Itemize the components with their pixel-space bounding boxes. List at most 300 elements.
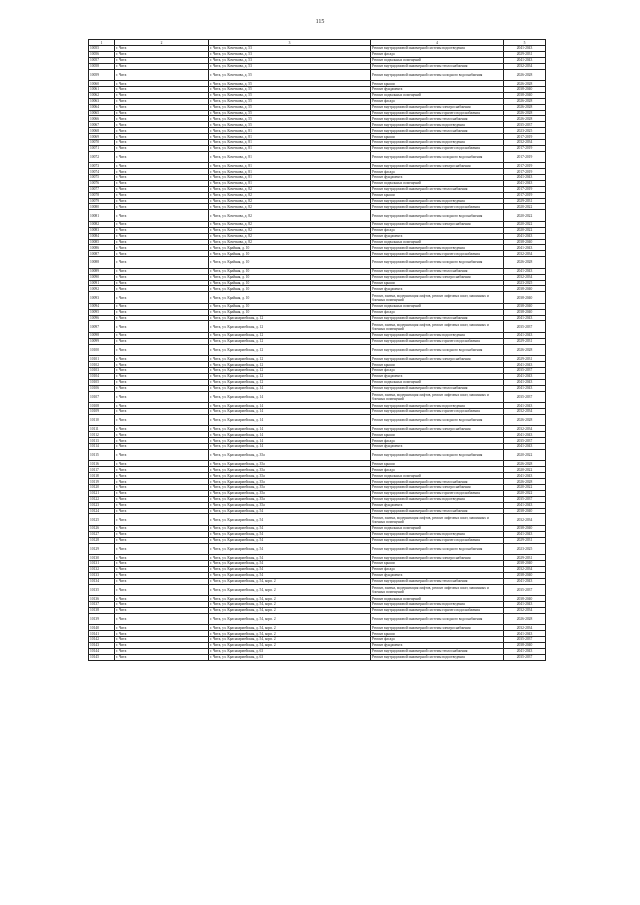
row-number-cell: 10132 [89,566,115,572]
work-type-cell: Ремонт внутридомовой инженерной системы водоотведения [371,531,504,537]
period-cell: 2032-2034 [504,139,546,145]
municipality-cell: г. Чита [115,607,209,613]
row-number-cell: 10083 [89,227,115,233]
municipality-cell: г. Чита [115,432,209,438]
address-cell: г. Чита, ул. Кочеткова, д. 81 [209,151,371,163]
address-cell: г. Чита, ул. Кочеткова, д. 53 [209,57,371,63]
work-type-cell: Ремонт внутридомовой инженерной системы водоотведения [371,122,504,128]
municipality-cell: г. Чита [115,239,209,245]
table-row [89,292,546,304]
municipality-cell: г. Чита [115,210,209,222]
work-type-cell: Ремонт фасада [371,227,504,233]
period-cell: 2017-2019 [504,192,546,198]
table-row [89,391,546,403]
municipality-cell: г. Чита [115,642,209,648]
address-cell: г. Чита, ул. Красноармейская, д. 35а [209,484,371,490]
address-cell: г. Чита, ул. Красноармейская, д. 54, корп. 2 [209,631,371,637]
address-cell: г. Чита, ул. Красноармейская, д. 35а [209,502,371,508]
municipality-cell: г. Чита [115,151,209,163]
row-number-cell: 10129 [89,543,115,555]
work-type-cell: Ремонт внутридомовой инженерной системы теплоснабжения [371,268,504,274]
period-cell: 2038-2040 [504,572,546,578]
row-number-cell: 10097 [89,321,115,333]
address-cell: г. Чита, ул. Кочеткова, д. 55 [209,69,371,81]
table-body [89,46,546,661]
work-type-cell: Ремонт внутридомовой инженерной системы водоотведения [371,403,504,409]
address-cell: г. Чита, ул. Красноармейская, д. 12 [209,344,371,356]
work-type-cell: Ремонт внутридомовой инженерной системы водоотведения [371,245,504,251]
period-cell: 2017-2019 [504,186,546,192]
municipality-cell: г. Чита [115,139,209,145]
municipality-cell: г. Чита [115,169,209,175]
period-cell: 2032-2034 [504,514,546,526]
municipality-cell: г. Чита [115,233,209,239]
row-number-cell: 10103 [89,368,115,374]
municipality-cell: г. Чита [115,525,209,531]
period-cell: 2041-2043 [504,578,546,584]
work-type-cell: Ремонт внутридомовой инженерной системы электроснабжения [371,221,504,227]
period-cell: 2038-2040 [504,508,546,514]
address-cell: г. Чита, ул. Красноармейская, д. 35а [209,490,371,496]
municipality-cell: г. Чита [115,356,209,362]
municipality-cell: г. Чита [115,192,209,198]
municipality-cell: г. Чита [115,408,209,414]
work-type-cell: Ремонт внутридомовой инженерной системы горячего водоснабжения [371,607,504,613]
row-number-cell: 10076 [89,180,115,186]
period-cell: 2029-2031 [504,51,546,57]
row-number-cell: 10118 [89,473,115,479]
row-number-cell: 10069 [89,134,115,140]
row-number-cell: 10115 [89,449,115,461]
work-type-cell: Ремонт подвальных помещений [371,92,504,98]
work-type-cell: Ремонт фундамента [371,175,504,181]
address-cell: г. Чита, ул. Красноармейская, д. 54 [209,555,371,561]
municipality-cell: г. Чита [115,280,209,286]
work-type-cell: Ремонт крыши [371,631,504,637]
period-cell: 2041-2043 [504,46,546,52]
work-type-cell: Ремонт внутридомовой инженерной системы электроснабжения [371,484,504,490]
municipality-cell: г. Чита [115,461,209,467]
address-cell: г. Чита, ул. Красноармейская, д. 54 [209,514,371,526]
row-number-cell: 10061 [89,86,115,92]
row-number-cell: 10126 [89,525,115,531]
work-type-cell: Ремонт подвальных помещений [371,239,504,245]
period-cell: 2029-2031 [504,356,546,362]
address-cell: г. Чита, ул. Кочеткова, д. 55 [209,92,371,98]
period-cell: 2041-2043 [504,631,546,637]
work-type-cell: Ремонт внутридомовой инженерной системы теплоснабжения [371,508,504,514]
period-cell: 2041-2043 [504,332,546,338]
work-type-cell: Ремонт подвальных помещений [371,303,504,309]
municipality-cell: г. Чита [115,116,209,122]
period-cell: 2041-2043 [504,473,546,479]
municipality-cell: г. Чита [115,122,209,128]
period-cell: 2026-2028 [504,257,546,269]
period-cell: 2032-2034 [504,566,546,572]
municipality-cell: г. Чита [115,204,209,210]
address-cell: г. Чита, ул. Кочеткова, д. 81 [209,175,371,181]
row-number-cell: 10102 [89,362,115,368]
row-number-cell: 10112 [89,432,115,438]
address-cell: г. Чита, ул. Красноармейская, д. 35а [209,479,371,485]
work-type-cell: Ремонт внутридомовой инженерной системы горячего водоснабжения [371,490,504,496]
row-number-cell: 10057 [89,57,115,63]
address-cell: г. Чита, ул. Красноармейская, д. 63 [209,654,371,660]
municipality-cell: г. Чита [115,625,209,631]
work-type-cell: Ремонт фасада [371,438,504,444]
row-number-cell: 10096 [89,315,115,321]
period-cell: 2038-2040 [504,561,546,567]
address-cell: г. Чита, ул. Красноармейская, д. 14 [209,391,371,403]
row-number-cell: 10109 [89,408,115,414]
work-type-cell: Ремонт внутридомовой инженерной системы теплоснабжения [371,315,504,321]
address-cell: г. Чита, ул. Крайняя, д. 10 [209,303,371,309]
row-number-cell: 10133 [89,572,115,578]
row-number-cell: 10095 [89,309,115,315]
period-cell: 2035-2037 [504,438,546,444]
work-type-cell: Ремонт крыши [371,362,504,368]
row-number-cell: 10090 [89,274,115,280]
row-number-cell: 10122 [89,496,115,502]
municipality-cell: г. Чита [115,145,209,151]
address-cell: г. Чита, ул. Кочеткова, д. 81 [209,169,371,175]
address-cell: г. Чита, ул. Кочеткова, д. 82 [209,210,371,222]
row-number-cell: 10120 [89,484,115,490]
work-type-cell: Ремонт крыши [371,81,504,87]
work-type-cell: Ремонт фасада [371,169,504,175]
address-cell: г. Чита, ул. Крайняя, д. 10 [209,286,371,292]
row-number-cell: 10071 [89,145,115,151]
address-cell: г. Чита, ул. Кочеткова, д. 53 [209,63,371,69]
row-number-cell: 10100 [89,344,115,356]
municipality-cell: г. Чита [115,508,209,514]
row-number-cell: 10108 [89,403,115,409]
row-number-cell: 10127 [89,531,115,537]
address-cell: г. Чита, ул. Красноармейская, д. 35а [209,467,371,473]
work-type-cell: Ремонт фундамента [371,502,504,508]
municipality-cell: г. Чита [115,309,209,315]
work-type-cell: Ремонт внутридомовой инженерной системы горячего водоснабжения [371,338,504,344]
period-cell: 2026-2028 [504,81,546,87]
municipality-cell: г. Чита [115,268,209,274]
work-type-cell: Ремонт внутридомовой инженерной системы водоотведения [371,139,504,145]
work-type-cell: Ремонт внутридомовой инженерной системы водоотведения [371,46,504,52]
row-number-cell: 10080 [89,204,115,210]
work-type-cell: Ремонт внутридомовой инженерной системы электроснабжения [371,104,504,110]
municipality-cell: г. Чита [115,502,209,508]
municipality-cell: г. Чита [115,175,209,181]
work-type-cell: Ремонт фундамента [371,572,504,578]
row-number-cell: 10134 [89,578,115,584]
municipality-cell: г. Чита [115,245,209,251]
municipality-cell: г. Чита [115,648,209,654]
row-number-cell: 10063 [89,98,115,104]
period-cell: 2041-2043 [504,233,546,239]
work-type-cell: Ремонт внутридомовой инженерной системы холодного водоснабжения [371,543,504,555]
municipality-cell: г. Чита [115,373,209,379]
municipality-cell: г. Чита [115,514,209,526]
work-type-cell: Ремонт внутридомовой инженерной системы холодного водоснабжения [371,414,504,426]
address-cell: г. Чита, ул. Крайняя, д. 10 [209,245,371,251]
municipality-cell: г. Чита [115,543,209,555]
column-header: 1 [89,40,115,46]
row-number-cell: 10092 [89,286,115,292]
address-cell: г. Чита, ул. Красноармейская, д. 14 [209,385,371,391]
address-cell: г. Чита, ул. Кочеткова, д. 82 [209,233,371,239]
period-cell: 2032-2034 [504,274,546,280]
work-type-cell: Ремонт крыши [371,134,504,140]
period-cell: 2032-2034 [504,607,546,613]
address-cell: г. Чита, ул. Красноармейская, д. 35а [209,473,371,479]
address-cell: г. Чита, ул. Красноармейская, д. 14 [209,432,371,438]
period-cell: 2029-2031 [504,537,546,543]
row-number-cell: 10070 [89,139,115,145]
row-number-cell: 10078 [89,192,115,198]
period-cell: 2041-2043 [504,385,546,391]
period-cell: 2038-2040 [504,303,546,309]
period-cell: 2041-2043 [504,315,546,321]
row-number-cell: 10082 [89,221,115,227]
address-cell: г. Чита, ул. Красноармейская, д. 54 [209,537,371,543]
address-cell: г. Чита, ул. Кочеткова, д. 81 [209,128,371,134]
address-cell: г. Чита, ул. Красноармейская, д. 54 [209,508,371,514]
row-number-cell: 10075 [89,175,115,181]
row-number-cell: 10101 [89,356,115,362]
row-number-cell: 10087 [89,251,115,257]
table-row [89,69,546,81]
work-type-cell: Ремонт внутридомовой инженерной системы электроснабжения [371,356,504,362]
work-type-cell: Ремонт, замена, модернизация лифтов, ремонт лифтовых шахт, машинных и блочных помещений [371,584,504,596]
row-number-cell: 10107 [89,391,115,403]
address-cell: г. Чита, ул. Красноармейская, д. 14 [209,444,371,450]
work-type-cell: Ремонт, замена, модернизация лифтов, ремонт лифтовых шахт, машинных и блочных помещений [371,391,504,403]
period-cell: 2017-2019 [504,151,546,163]
work-type-cell: Ремонт внутридомовой инженерной системы теплоснабжения [371,116,504,122]
row-number-cell: 10086 [89,245,115,251]
period-cell: 2020-2022 [504,210,546,222]
period-cell: 2023-2025 [504,543,546,555]
municipality-cell: г. Чита [115,110,209,116]
address-cell: г. Чита, ул. Красноармейская, д. 12 [209,379,371,385]
period-cell: 2038-2040 [504,86,546,92]
address-cell: г. Чита, ул. Кочеткова, д. 82 [209,204,371,210]
row-number-cell: 10138 [89,607,115,613]
municipality-cell: г. Чита [115,566,209,572]
row-number-cell: 10088 [89,257,115,269]
address-cell: г. Чита, ул. Кочеткова, д. 55 [209,104,371,110]
period-cell: 2032-2034 [504,408,546,414]
municipality-cell: г. Чита [115,438,209,444]
address-cell: г. Чита, ул. Крайняя, д. 10 [209,268,371,274]
row-number-cell: 10099 [89,338,115,344]
municipality-cell: г. Чита [115,584,209,596]
table-row [89,514,546,526]
row-number-cell: 10067 [89,122,115,128]
municipality-cell: г. Чита [115,81,209,87]
row-number-cell: 10104 [89,373,115,379]
municipality-cell: г. Чита [115,257,209,269]
row-number-cell: 10116 [89,461,115,467]
period-cell: 2032-2034 [504,426,546,432]
row-number-cell: 10139 [89,613,115,625]
row-number-cell: 10058 [89,63,115,69]
municipality-cell: г. Чита [115,368,209,374]
municipality-cell: г. Чита [115,338,209,344]
period-cell: 2020-2022 [504,484,546,490]
municipality-cell: г. Чита [115,315,209,321]
row-number-cell: 10060 [89,81,115,87]
municipality-cell: г. Чита [115,51,209,57]
municipality-cell: г. Чита [115,403,209,409]
municipality-cell: г. Чита [115,479,209,485]
period-cell: 2035-2037 [504,321,546,333]
work-type-cell: Ремонт фундамента [371,233,504,239]
municipality-cell: г. Чита [115,601,209,607]
address-cell: г. Чита, ул. Красноармейская, д. 63 [209,648,371,654]
row-number-cell: 10141 [89,631,115,637]
address-cell: г. Чита, ул. Кочеткова, д. 81 [209,134,371,140]
work-type-cell: Ремонт, замена, модернизация лифтов, ремонт лифтовых шахт, машинных и блочных помещений [371,292,504,304]
municipality-cell: г. Чита [115,321,209,333]
period-cell: 2038-2040 [504,292,546,304]
period-cell: 2041-2043 [504,379,546,385]
work-type-cell: Ремонт внутридомовой инженерной системы теплоснабжения [371,578,504,584]
row-number-cell: 10114 [89,444,115,450]
work-type-cell: Ремонт фундамента [371,373,504,379]
address-cell: г. Чита, ул. Красноармейская, д. 12 [209,321,371,333]
work-type-cell: Ремонт крыши [371,561,504,567]
row-number-cell: 10119 [89,479,115,485]
column-header: 5 [504,40,546,46]
period-cell: 2026-2028 [504,479,546,485]
work-type-cell: Ремонт фундамента [371,444,504,450]
address-cell: г. Чита, ул. Красноармейская, д. 54, корп. 2 [209,578,371,584]
period-cell: 2038-2040 [504,642,546,648]
period-cell: 2017-2019 [504,169,546,175]
municipality-cell: г. Чита [115,444,209,450]
work-type-cell: Ремонт внутридомовой инженерной системы горячего водоснабжения [371,204,504,210]
address-cell: г. Чита, ул. Красноармейская, д. 35а [209,496,371,502]
municipality-cell: г. Чита [115,46,209,52]
address-cell: г. Чита, ул. Кочеткова, д. 55 [209,98,371,104]
work-type-cell: Ремонт внутридомовой инженерной системы холодного водоснабжения [371,449,504,461]
period-cell: 2041-2043 [504,245,546,251]
period-cell: 2032-2034 [504,251,546,257]
work-type-cell: Ремонт внутридомовой инженерной системы холодного водоснабжения [371,257,504,269]
work-type-cell: Ремонт, замена, модернизация лифтов, ремонт лифтовых шахт, машинных и блочных помещений [371,514,504,526]
work-type-cell: Ремонт внутридомовой инженерной системы водоотведения [371,198,504,204]
period-cell: 2035-2037 [504,391,546,403]
table-row [89,449,546,461]
address-cell: г. Чита, ул. Красноармейская, д. 14 [209,426,371,432]
address-cell: г. Чита, ул. Крайняя, д. 10 [209,292,371,304]
row-number-cell: 10089 [89,268,115,274]
work-type-cell: Ремонт подвальных помещений [371,180,504,186]
row-number-cell: 10098 [89,332,115,338]
row-number-cell: 10074 [89,169,115,175]
period-cell: 2041-2043 [504,362,546,368]
work-type-cell: Ремонт фундамента [371,642,504,648]
municipality-cell: г. Чита [115,531,209,537]
address-cell: г. Чита, ул. Красноармейская, д. 54, корп. 2 [209,601,371,607]
address-cell: г. Чита, ул. Красноармейская, д. 54 [209,543,371,555]
work-type-cell: Ремонт внутридомовой инженерной системы теплоснабжения [371,186,504,192]
period-cell: 2017-2019 [504,134,546,140]
period-cell: 2026-2028 [504,104,546,110]
address-cell: г. Чита, ул. Кочеткова, д. 81 [209,180,371,186]
period-cell: 2041-2043 [504,444,546,450]
table-row [89,210,546,222]
work-type-cell: Ремонт фундамента [371,86,504,92]
row-number-cell: 10140 [89,625,115,631]
work-type-cell: Ремонт внутридомовой инженерной системы водоотведения [371,654,504,660]
row-number-cell: 10064 [89,104,115,110]
period-cell: 2026-2028 [504,613,546,625]
row-number-cell: 10081 [89,210,115,222]
address-cell: г. Чита, ул. Кочеткова, д. 55 [209,116,371,122]
address-cell: г. Чита, ул. Красноармейская, д. 54 [209,525,371,531]
period-cell: 2026-2028 [504,116,546,122]
period-cell: 2020-2022 [504,204,546,210]
period-cell: 2041-2043 [504,268,546,274]
work-type-cell: Ремонт фасада [371,98,504,104]
row-number-cell: 10079 [89,198,115,204]
table-row [89,321,546,333]
municipality-cell: г. Чита [115,274,209,280]
period-cell: 2020-2022 [504,221,546,227]
period-cell: 2029-2031 [504,198,546,204]
work-type-cell: Ремонт внутридомовой инженерной системы горячего водоснабжения [371,408,504,414]
municipality-cell: г. Чита [115,134,209,140]
period-cell: 2020-2022 [504,490,546,496]
municipality-cell: г. Чита [115,631,209,637]
row-number-cell: 10125 [89,514,115,526]
municipality-cell: г. Чита [115,572,209,578]
work-type-cell: Ремонт подвальных помещений [371,57,504,63]
municipality-cell: г. Чита [115,637,209,643]
period-cell: 2041-2043 [504,180,546,186]
municipality-cell: г. Чита [115,414,209,426]
work-type-cell: Ремонт подвальных помещений [371,525,504,531]
column-header: 3 [209,40,371,46]
work-type-cell: Ремонт фундамента [371,286,504,292]
municipality-cell: г. Чита [115,362,209,368]
address-cell: г. Чита, ул. Крайняя, д. 10 [209,309,371,315]
municipality-cell: г. Чита [115,186,209,192]
column-header: 4 [371,40,504,46]
row-number-cell: 10143 [89,642,115,648]
row-number-cell: 10065 [89,110,115,116]
municipality-cell: г. Чита [115,613,209,625]
period-cell: 2026-2028 [504,414,546,426]
work-type-cell: Ремонт внутридомовой инженерной системы электроснабжения [371,274,504,280]
address-cell: г. Чита, ул. Кочеткова, д. 82 [209,227,371,233]
municipality-cell: г. Чита [115,180,209,186]
table-row [89,344,546,356]
address-cell: г. Чита, ул. Красноармейская, д. 35а [209,461,371,467]
row-number-cell: 10077 [89,186,115,192]
period-cell: 2038-2040 [504,286,546,292]
municipality-cell: г. Чита [115,332,209,338]
work-type-cell: Ремонт внутридомовой инженерной системы холодного водоснабжения [371,151,504,163]
municipality-cell: г. Чита [115,69,209,81]
work-type-cell: Ремонт внутридомовой инженерной системы электроснабжения [371,625,504,631]
row-number-cell: 10066 [89,116,115,122]
address-cell: г. Чита, ул. Крайняя, д. 10 [209,280,371,286]
municipality-cell: г. Чита [115,473,209,479]
work-type-cell: Ремонт, замена, модернизация лифтов, ремонт лифтовых шахт, машинных и блочных помещений [371,321,504,333]
row-number-cell: 10062 [89,92,115,98]
